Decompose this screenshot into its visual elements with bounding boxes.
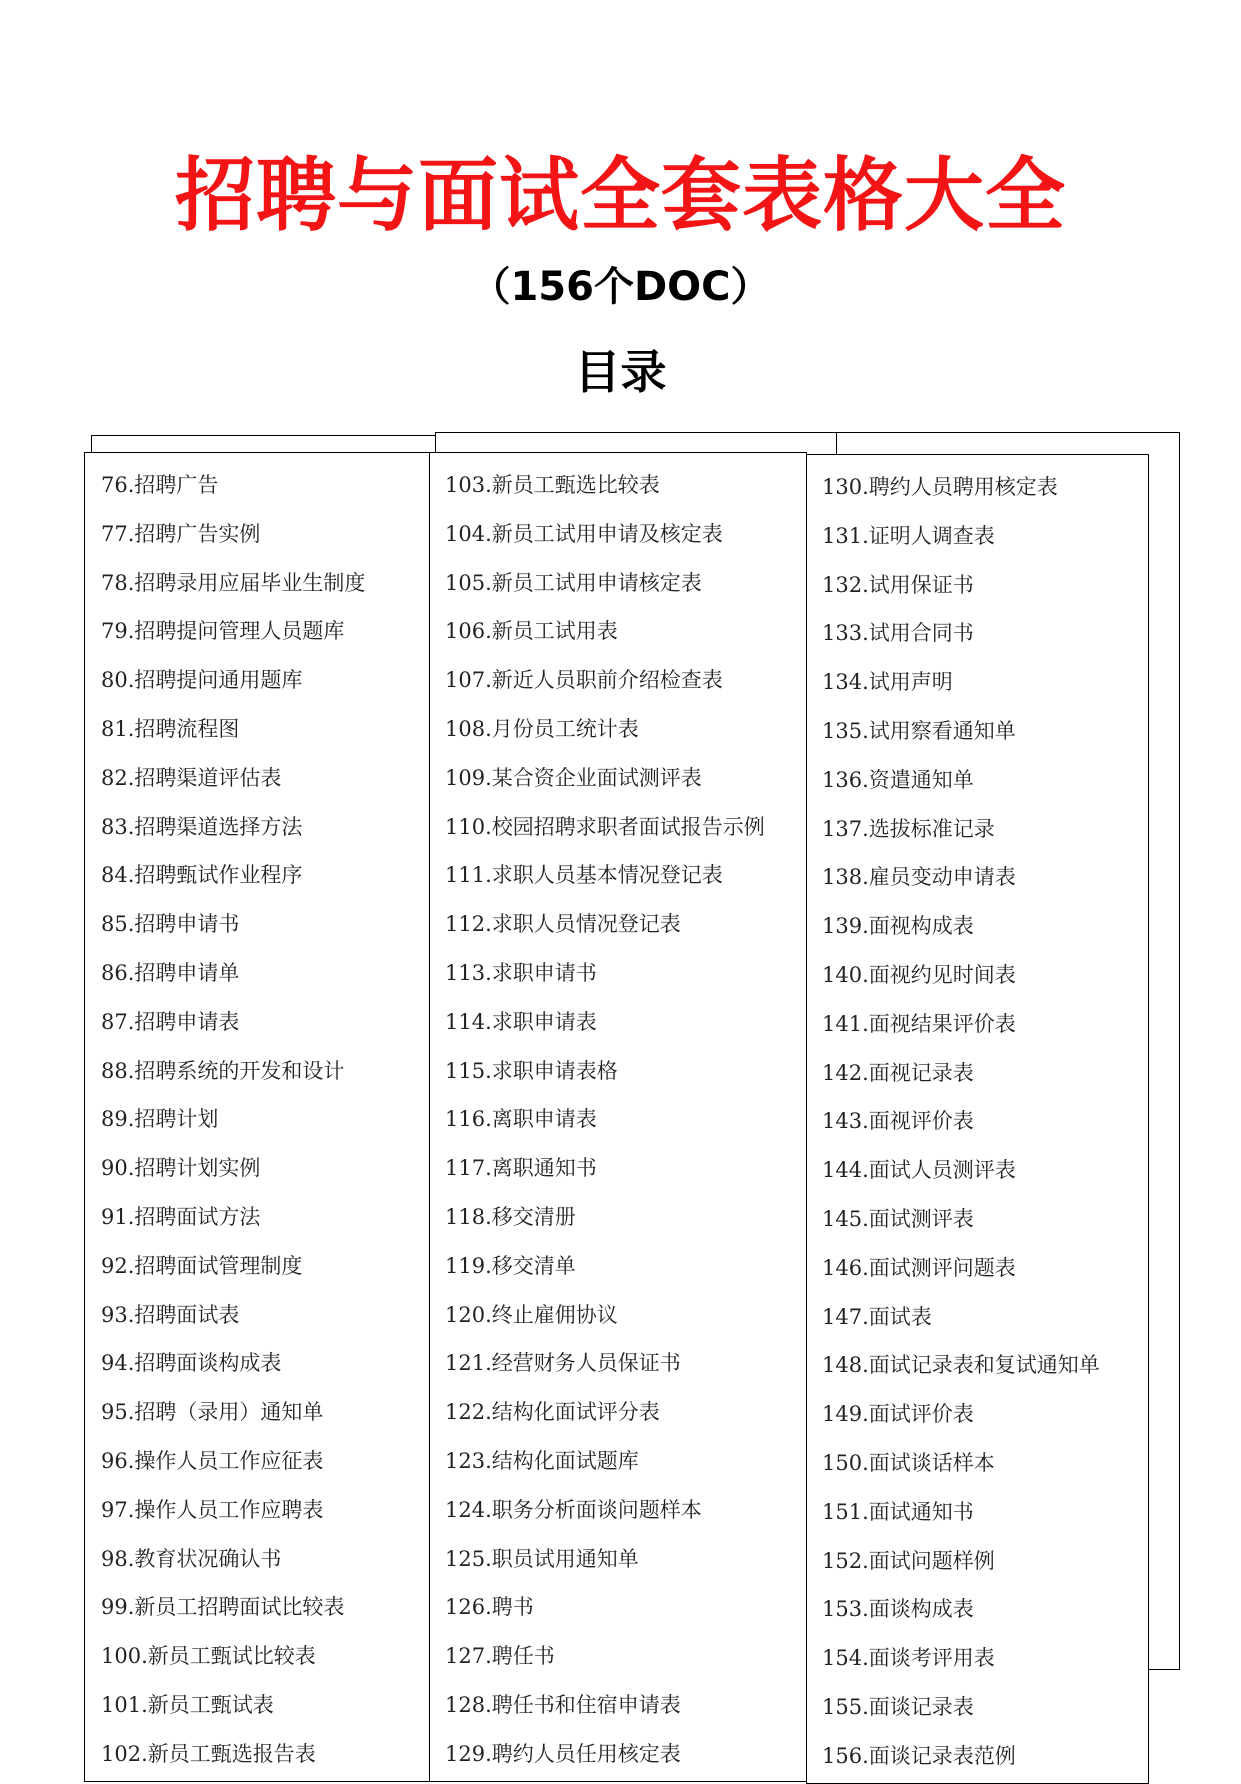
- toc-entry: 90.招聘计划实例: [101, 1156, 261, 1181]
- toc-entry: 112.求职人员情况登记表: [445, 912, 681, 937]
- toc-entry: 119.移交清单: [445, 1253, 576, 1278]
- toc-entry: 141.面视结果评价表: [822, 1011, 1016, 1036]
- toc-entry: 140.面视约见时间表: [822, 962, 1016, 987]
- toc-entry: 101.新员工甄试表: [101, 1692, 274, 1717]
- toc-entry: 133.试用合同书: [822, 621, 974, 646]
- toc-entry: 106.新员工试用表: [445, 619, 618, 644]
- toc-entry: 98.教育状况确认书: [101, 1546, 282, 1571]
- toc-entry: 136.资遣通知单: [822, 767, 974, 792]
- toc-entry: 130.聘约人员聘用核定表: [822, 475, 1058, 499]
- toc-entry: 126.聘书: [445, 1595, 534, 1620]
- toc-entry: 121.经营财务人员保证书: [445, 1351, 681, 1376]
- toc-entry: 132.试用保证书: [822, 572, 974, 597]
- toc-entry: 85.招聘申请书: [101, 912, 240, 937]
- toc-entry: 83.招聘渠道选择方法: [101, 814, 303, 839]
- toc-entry: 79.招聘提问管理人员题库: [101, 619, 345, 644]
- toc-entry: 145.面试测评表: [822, 1206, 974, 1231]
- toc-entry: 110.校园招聘求职者面试报告示例: [445, 814, 765, 839]
- toc-entry: 149.面试评价表: [822, 1402, 974, 1427]
- document-subtitle: （156个DOC）: [470, 264, 771, 310]
- toc-entry: 105.新员工试用申请核定表: [445, 570, 702, 595]
- toc-entry: 152.面试问题样例: [822, 1548, 995, 1573]
- toc-entry: 97.操作人员工作应聘表: [101, 1497, 324, 1522]
- toc-column-3: [822, 463, 1100, 1781]
- toc-entry: 111.求职人员基本情况登记表: [445, 863, 723, 888]
- toc-entry: 113.求职申请书: [445, 960, 597, 985]
- toc-entry: 93.招聘面试表: [101, 1302, 240, 1327]
- toc-entry: 95.招聘（录用）通知单: [101, 1400, 324, 1425]
- toc-entry: 135.试用察看通知单: [822, 718, 1016, 743]
- toc-column-1: [101, 461, 365, 1779]
- toc-entry: 147.面试表: [822, 1304, 932, 1329]
- toc-entry: 134.试用声明: [822, 670, 953, 695]
- toc-entry: 96.操作人员工作应征表: [101, 1448, 324, 1473]
- toc-entry: 100.新员工甄试比较表: [101, 1644, 316, 1669]
- toc-entry: 114.求职申请表: [445, 1009, 597, 1034]
- toc-entry: 125.职员试用通知单: [445, 1546, 639, 1571]
- toc-entry: 81.招聘流程图: [101, 716, 240, 741]
- toc-entry: 128.聘任书和住宿申请表: [445, 1692, 681, 1717]
- toc-entry: 151.面试通知书: [822, 1499, 974, 1524]
- toc-entry: 108.月份员工统计表: [445, 716, 639, 741]
- toc-entry: 115.求职申请表格: [445, 1058, 618, 1083]
- toc-entry: 118.移交清册: [445, 1204, 576, 1229]
- toc-entry: 139.面视构成表: [822, 914, 974, 939]
- toc-entry: 104.新员工试用申请及核定表: [445, 521, 723, 546]
- toc-entry: 86.招聘申请单: [101, 960, 240, 985]
- toc-entry: 107.新近人员职前介绍检查表: [445, 668, 723, 693]
- toc-entry: 87.招聘申请表: [101, 1009, 240, 1034]
- document-title: 招聘与面试全套表格大全: [175, 149, 1066, 242]
- toc-entry: 102.新员工甄选报告表: [101, 1741, 316, 1766]
- toc-entry: 146.面试测评问题表: [822, 1255, 1016, 1280]
- toc-entry: 150.面试谈话样本: [822, 1450, 995, 1475]
- toc-entry: 153.面谈构成表: [822, 1597, 974, 1622]
- toc-entry: 127.聘任书: [445, 1644, 555, 1669]
- toc-entry: 76.招聘广告: [101, 473, 219, 497]
- toc-entry: 148.面试记录表和复试通知单: [822, 1353, 1100, 1378]
- toc-entry: 137.选拔标准记录: [822, 816, 995, 841]
- toc-entry: 88.招聘系统的开发和设计: [101, 1058, 345, 1083]
- toc-entry: 89.招聘计划: [101, 1107, 219, 1132]
- toc-entry: 94.招聘面谈构成表: [101, 1351, 282, 1376]
- toc-entry: 142.面视记录表: [822, 1060, 974, 1085]
- toc-entry: 154.面谈考评用表: [822, 1646, 995, 1671]
- toc-entry: 129.聘约人员任用核定表: [445, 1741, 681, 1766]
- toc-entry: 124.职务分析面谈问题样本: [445, 1497, 702, 1522]
- toc-entry: 78.招聘录用应届毕业生制度: [101, 570, 366, 595]
- toc-heading: 目录: [574, 345, 667, 399]
- toc-entry: 117.离职通知书: [445, 1156, 597, 1181]
- toc-entry: 109.某合资企业面试测评表: [445, 765, 702, 790]
- toc-entry: 91.招聘面试方法: [101, 1204, 261, 1229]
- toc-column-2: [445, 461, 765, 1779]
- toc-entry: 122.结构化面试评分表: [445, 1400, 660, 1425]
- toc-entry: 99.新员工招聘面试比较表: [101, 1595, 345, 1620]
- toc-entry: 120.终止雇佣协议: [445, 1302, 618, 1327]
- toc-entry: 155.面谈记录表: [822, 1694, 974, 1719]
- toc-entry: 77.招聘广告实例: [101, 521, 261, 546]
- toc-entry: 80.招聘提问通用题库: [101, 668, 303, 693]
- toc-entry: 123.结构化面试题库: [445, 1448, 639, 1473]
- toc-entry: 143.面视评价表: [822, 1109, 974, 1134]
- toc-entry: 103.新员工甄选比较表: [445, 473, 660, 497]
- toc-entry: 92.招聘面试管理制度: [101, 1253, 303, 1278]
- toc-entry: 82.招聘渠道评估表: [101, 765, 282, 790]
- toc-entry: 144.面试人员测评表: [822, 1158, 1016, 1183]
- toc-entry: 156.面谈记录表范例: [822, 1743, 1016, 1768]
- toc-entry: 84.招聘甄试作业程序: [101, 863, 303, 888]
- toc-entry: 116.离职申请表: [445, 1107, 597, 1132]
- toc-entry: 138.雇员变动申请表: [822, 865, 1016, 890]
- toc-entry: 131.证明人调查表: [822, 523, 995, 548]
